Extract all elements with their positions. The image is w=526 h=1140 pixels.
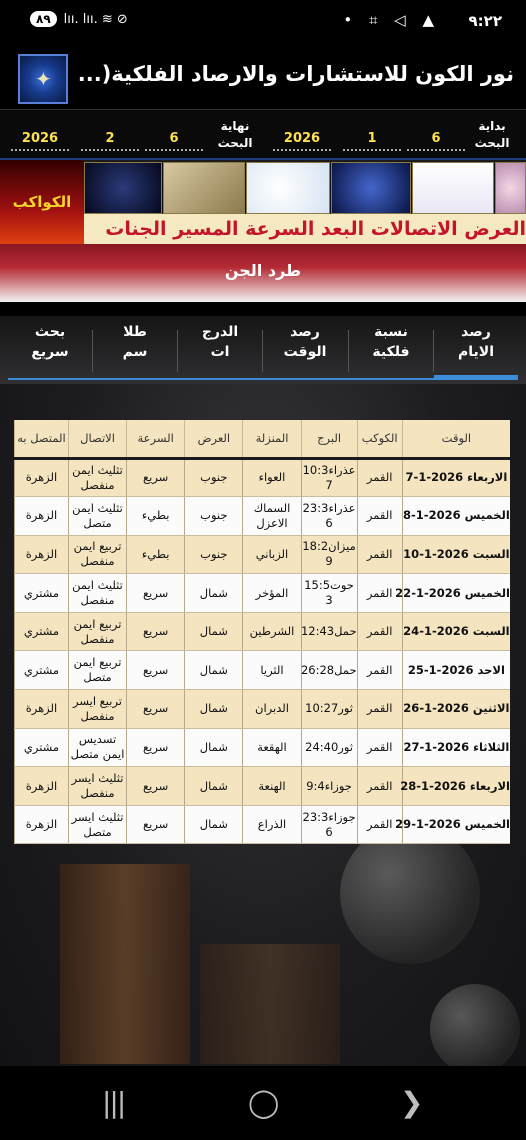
col-header-aspect: الاتصال (68, 420, 126, 458)
battery-icon: ٨٩ (30, 11, 57, 27)
cell-latitude: جنوب (185, 497, 243, 536)
cell-aspect: تثليث ايمن متصل (68, 497, 126, 536)
status-time: ٩:٢٢ (468, 12, 502, 30)
col-header-planet: الكوكب (357, 420, 402, 458)
tab-label: ات (210, 344, 230, 360)
cell-latitude: شمال (185, 767, 243, 806)
armillary-sphere-image (340, 824, 480, 964)
search-end-label (212, 118, 258, 152)
table-row[interactable] (15, 574, 511, 613)
table-row[interactable] (15, 690, 511, 729)
search-start-label-line2: البحث (474, 136, 510, 150)
col-header-time: الوقت (402, 420, 510, 458)
status-left-icons (30, 11, 128, 27)
cell-sign: حمل26:28 (301, 651, 357, 690)
cell-aspected-planet: الزهرة (15, 497, 69, 536)
cell-aspect: تربيع ايمن متصل (68, 651, 126, 690)
end-day-field[interactable]: 6 (142, 131, 206, 151)
astro-map-icon (163, 162, 245, 214)
section-gap (0, 302, 526, 316)
cell-latitude: جنوب (185, 535, 243, 574)
app-logo-icon (18, 54, 68, 104)
table-row[interactable] (15, 458, 511, 497)
globe-image (430, 984, 520, 1074)
tab-label: طلا (123, 324, 147, 340)
tab-talismans[interactable] (93, 322, 177, 380)
cell-aspected-planet: مشتري (15, 728, 69, 767)
col-header-aspected-planet: المتصل به (15, 420, 69, 458)
tab-time-observation[interactable] (263, 322, 347, 380)
cell-planet: القمر (357, 767, 402, 806)
cell-aspected-planet: مشتري (15, 574, 69, 613)
cell-planet: القمر (357, 651, 402, 690)
cell-aspect: تثليث ايمن منفصل (68, 458, 126, 497)
cell-mansion: الثريا (243, 651, 301, 690)
orbit-diagram-icon (246, 162, 330, 214)
table-row[interactable] (15, 728, 511, 767)
cell-planet: القمر (357, 497, 402, 536)
tab-label: فلكية (372, 344, 410, 360)
cell-aspected-planet: مشتري (15, 651, 69, 690)
cell-sign: ثور10:27 (301, 690, 357, 729)
end-year-field[interactable]: 2026 (8, 131, 72, 151)
search-start-label-line1: بداية (478, 119, 506, 133)
cell-planet: القمر (357, 535, 402, 574)
tab-active-indicator (434, 375, 518, 380)
cell-mansion: الهقعة (243, 728, 301, 767)
recents-button[interactable]: ||| (102, 1086, 125, 1119)
home-button[interactable]: ◯ (248, 1086, 280, 1119)
cell-sign: جوزاء9:4 (301, 767, 357, 806)
section-title: طرد الجن (0, 244, 526, 302)
search-range-bar (0, 110, 526, 160)
cell-aspected-planet: الزهرة (15, 690, 69, 729)
system-nav-bar (0, 1066, 526, 1140)
notification-icons: • ⌗ ◁ ▲ (343, 11, 440, 29)
cell-aspected-planet: الزهرة (15, 805, 69, 844)
status-bar (0, 0, 526, 44)
cell-latitude: شمال (185, 690, 243, 729)
back-button[interactable]: ❯ (400, 1086, 424, 1119)
tab-quick-search[interactable] (8, 322, 92, 380)
cell-sign: عذراء23:3 6 (301, 497, 357, 536)
cell-mansion: العواء (243, 458, 301, 497)
cell-time: الاربعاء 2026-1-28 (402, 767, 510, 806)
cell-aspected-planet: مشتري (15, 612, 69, 651)
col-header-mansion: المنزلة (243, 420, 301, 458)
app-header (0, 44, 526, 110)
cell-time: الاربعاء 2026-1-7 (402, 458, 510, 497)
cell-aspect: تسديس ايمن متصل (68, 728, 126, 767)
table-row[interactable] (15, 612, 511, 651)
cell-sign: حمل12:43 (301, 612, 357, 651)
table-row[interactable] (15, 535, 511, 574)
cell-planet: القمر (357, 612, 402, 651)
cell-time: السبت 2026-1-10 (402, 535, 510, 574)
cell-speed: سريع (127, 651, 185, 690)
cell-latitude: جنوب (185, 458, 243, 497)
start-year-field[interactable]: 2026 (270, 131, 334, 151)
cell-aspect: تربيع ايسر منفصل (68, 690, 126, 729)
search-end-label-line2: البحث (217, 136, 253, 150)
app-title: نور الكون للاستشارات والارصاد الفلكية(... (77, 62, 514, 86)
tab-divider (348, 330, 349, 372)
tab-label: الدرج (201, 324, 239, 340)
cell-planet: القمر (357, 728, 402, 767)
tab-label: رصد (461, 324, 491, 340)
tab-divider (433, 330, 434, 372)
end-month-field[interactable]: 2 (78, 131, 142, 151)
table-header-row (15, 420, 511, 458)
cell-speed: سريع (127, 690, 185, 729)
signal-icons: lıı. lıı. ≋ ⊘ (63, 11, 128, 27)
cell-time: الاحد 2026-1-25 (402, 651, 510, 690)
table-row[interactable] (15, 651, 511, 690)
cell-speed: سريع (127, 805, 185, 844)
cell-aspect: تثليث ايسر متصل (68, 805, 126, 844)
cell-mansion: الذراع (243, 805, 301, 844)
cell-speed: سريع (127, 458, 185, 497)
cell-speed: سريع (127, 574, 185, 613)
start-month-field[interactable]: 1 (340, 131, 404, 151)
zodiac-wheel-icon (84, 162, 162, 214)
search-start-label (470, 118, 514, 152)
tab-days-observation[interactable] (434, 322, 518, 380)
cell-planet: القمر (357, 458, 402, 497)
cell-sign: جوزاء23:3 6 (301, 805, 357, 844)
cell-latitude: شمال (185, 805, 243, 844)
parchment-image (200, 944, 340, 1064)
table-row[interactable] (15, 805, 511, 844)
cell-mansion: الزباني (243, 535, 301, 574)
cell-time: الاثنين 2026-1-26 (402, 690, 510, 729)
cell-aspect: تثليث ايمن منفصل (68, 574, 126, 613)
cell-latitude: شمال (185, 651, 243, 690)
cell-aspected-planet: الزهرة (15, 535, 69, 574)
planets-now-tile[interactable]: الكواكب (0, 160, 84, 244)
cell-speed: سريع (127, 767, 185, 806)
cell-sign: ميزان18:2 9 (301, 535, 357, 574)
tab-astral-ratio[interactable] (349, 322, 433, 380)
cell-latitude: شمال (185, 574, 243, 613)
cell-aspected-planet: الزهرة (15, 767, 69, 806)
cell-mansion: الشرطين (243, 612, 301, 651)
cell-planet: القمر (357, 690, 402, 729)
cell-aspected-planet: الزهرة (15, 458, 69, 497)
tab-label: الايام (458, 344, 494, 360)
retrograde-chart-icon (412, 162, 494, 214)
tab-label: نسبة (374, 324, 408, 340)
books-image (60, 864, 190, 1064)
tab-bar (0, 316, 526, 384)
cell-mansion: المؤخر (243, 574, 301, 613)
tab-divider (262, 330, 263, 372)
cell-sign: عذراء10:3 7 (301, 458, 357, 497)
tab-label: الوقت (283, 344, 327, 360)
tab-divider (177, 330, 178, 372)
table-row[interactable] (15, 497, 511, 536)
cell-mansion: السماك الاعزل (243, 497, 301, 536)
start-day-field[interactable]: 6 (404, 131, 468, 151)
planets-icon (331, 162, 411, 214)
cell-sign: حوت15:5 3 (301, 574, 357, 613)
cell-sign: ثور24:40 (301, 728, 357, 767)
astro-table (14, 420, 510, 844)
tab-label: سريع (31, 344, 69, 360)
cell-mansion: الهنعة (243, 767, 301, 806)
cell-mansion: الدبران (243, 690, 301, 729)
col-header-sign: البرج (301, 420, 357, 458)
cell-planet: القمر (357, 574, 402, 613)
search-end-label-line1: نهاية (220, 119, 250, 133)
cell-speed: بطيء (127, 497, 185, 536)
banner-text-strip: العرض الاتصالات البعد السرعة المسير الجنات (84, 214, 526, 244)
col-header-latitude: العرض (185, 420, 243, 458)
tab-label: رصد (290, 324, 320, 340)
col-header-speed: السرعة (127, 420, 185, 458)
tab-label: سم (122, 344, 148, 360)
cell-speed: بطيء (127, 535, 185, 574)
tab-degrees[interactable] (178, 322, 262, 380)
cell-time: السبت 2026-1-24 (402, 612, 510, 651)
cell-planet: القمر (357, 805, 402, 844)
table-row[interactable] (15, 767, 511, 806)
zodiac-circle-icon (495, 162, 526, 214)
cell-speed: سريع (127, 728, 185, 767)
cell-latitude: شمال (185, 728, 243, 767)
cell-time: الثلاثاء 2026-1-27 (402, 728, 510, 767)
cell-aspect: تربيع ايمن منفصل (68, 612, 126, 651)
cell-latitude: شمال (185, 612, 243, 651)
cell-aspect: تثليث ايسر منفصل (68, 767, 126, 806)
tab-divider (92, 330, 93, 372)
cell-speed: سريع (127, 612, 185, 651)
cell-time: الخميس 2026-1-8 (402, 497, 510, 536)
tab-label: بحث (34, 324, 66, 340)
cell-time: الخميس 2026-1-22 (402, 574, 510, 613)
cell-time: الخميس 2026-1-29 (402, 805, 510, 844)
cell-aspect: تربيع ايمن منفصل (68, 535, 126, 574)
